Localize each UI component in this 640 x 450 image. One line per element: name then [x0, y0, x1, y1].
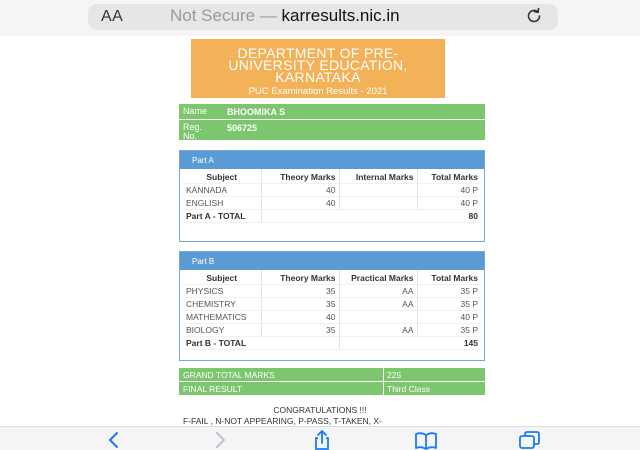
practical-cell: AA [339, 298, 417, 311]
subject-cell: ENGLISH [183, 197, 261, 210]
theory-cell: 35 [261, 324, 339, 337]
grand-total-row [179, 368, 485, 381]
col-theory: Theory Marks [261, 169, 339, 184]
part-a-card [179, 150, 485, 242]
part-a-total-label: Part A - TOTAL [183, 210, 261, 223]
part-a-table [183, 169, 481, 223]
theory-cell: 40 [261, 197, 339, 210]
department-title [191, 39, 445, 83]
subject-cell: CHEMISTRY [183, 298, 261, 311]
col-subject: Subject [183, 169, 261, 184]
grand-total-value: 225 [387, 370, 402, 380]
total-cell: 40 P [417, 311, 481, 324]
total-cell: 40 P [417, 197, 481, 210]
subject-cell: KANNADA [183, 184, 261, 197]
table-row [183, 298, 481, 311]
part-b-total-row [183, 337, 481, 350]
table-header-row [183, 270, 481, 285]
col-theory: Theory Marks [261, 270, 339, 285]
col-practical: Practical Marks [339, 270, 417, 285]
practical-cell: AA [339, 324, 417, 337]
title-line-2: UNIVERSITY EDUCATION, [228, 57, 408, 73]
browser-address-bar-area [0, 0, 640, 36]
title-line-1: DEPARTMENT OF PRE- [237, 45, 399, 61]
title-line-3: KARNATAKA [275, 69, 361, 85]
practical-cell [339, 311, 417, 324]
text-size-button[interactable] [101, 8, 123, 26]
reg-label-line-2: No. [183, 131, 198, 141]
name-label: Name [183, 106, 208, 116]
tabs-icon[interactable] [518, 430, 542, 450]
table-row [183, 311, 481, 324]
bookmarks-icon[interactable] [414, 430, 438, 450]
part-b-title: Part B [180, 252, 484, 270]
part-b-table [183, 270, 481, 350]
practical-cell: AA [339, 285, 417, 298]
share-icon[interactable] [310, 430, 334, 450]
table-row [183, 197, 481, 210]
total-cell: 35 P [417, 324, 481, 337]
part-b-card [179, 251, 485, 361]
result-page [0, 36, 640, 426]
theory-cell: 40 [261, 311, 339, 324]
total-cell: 35 P [417, 298, 481, 311]
col-subject: Subject [183, 270, 261, 285]
subject-cell: BIOLOGY [183, 324, 261, 337]
reg-number-row [179, 120, 485, 140]
text-size-label: AA [101, 8, 124, 25]
total-cell: 40 P [417, 184, 481, 197]
total-cell: 35 P [417, 285, 481, 298]
part-b-total-value: 145 [339, 337, 481, 350]
congratulations-text: CONGRATULATIONS !!! [273, 405, 367, 415]
table-row [183, 184, 481, 197]
theory-cell: 35 [261, 298, 339, 311]
final-result-row [179, 382, 485, 395]
internal-cell [339, 184, 417, 197]
col-total: Total Marks [417, 270, 481, 285]
col-internal: Internal Marks [339, 169, 417, 184]
back-icon[interactable] [102, 430, 126, 450]
part-a-total-value: 80 [261, 210, 481, 223]
internal-cell [339, 197, 417, 210]
url-separator: — [259, 6, 277, 25]
theory-cell: 40 [261, 184, 339, 197]
final-result-value: Third Class [387, 384, 430, 394]
part-b-total-label: Part B - TOTAL [183, 337, 339, 350]
table-row [183, 324, 481, 337]
url-display[interactable] [170, 6, 400, 26]
url-domain: karresults.nic.in [281, 6, 400, 25]
subject-cell: PHYSICS [183, 285, 261, 298]
reload-icon[interactable] [524, 6, 544, 26]
final-result-label: FINAL RESULT [183, 384, 243, 394]
browser-toolbar [0, 426, 640, 450]
grade-legend: F-FAIL , N-NOT APPEARING, P-PASS, T-TAKEN, X- [183, 416, 382, 426]
student-name-row [179, 104, 485, 119]
department-header [191, 39, 445, 98]
reg-label [183, 123, 223, 141]
col-total: Total Marks [417, 169, 481, 184]
subject-cell: MATHEMATICS [183, 311, 261, 324]
table-row [183, 285, 481, 298]
student-name: BHOOMIKA S [227, 107, 286, 117]
forward-icon[interactable] [208, 430, 232, 450]
grand-total-label: GRAND TOTAL MARKS [183, 370, 275, 380]
theory-cell: 35 [261, 285, 339, 298]
part-a-title: Part A [180, 151, 484, 169]
reg-number: 506725 [227, 123, 258, 133]
reg-label-line-1: Reg. [183, 122, 203, 132]
summary-row-divider [179, 381, 485, 382]
part-a-total-row [183, 210, 481, 223]
table-header-row [183, 169, 481, 184]
exam-subtitle: PUC Examination Results - 2021 [248, 86, 388, 97]
security-label: Not Secure [170, 6, 256, 25]
